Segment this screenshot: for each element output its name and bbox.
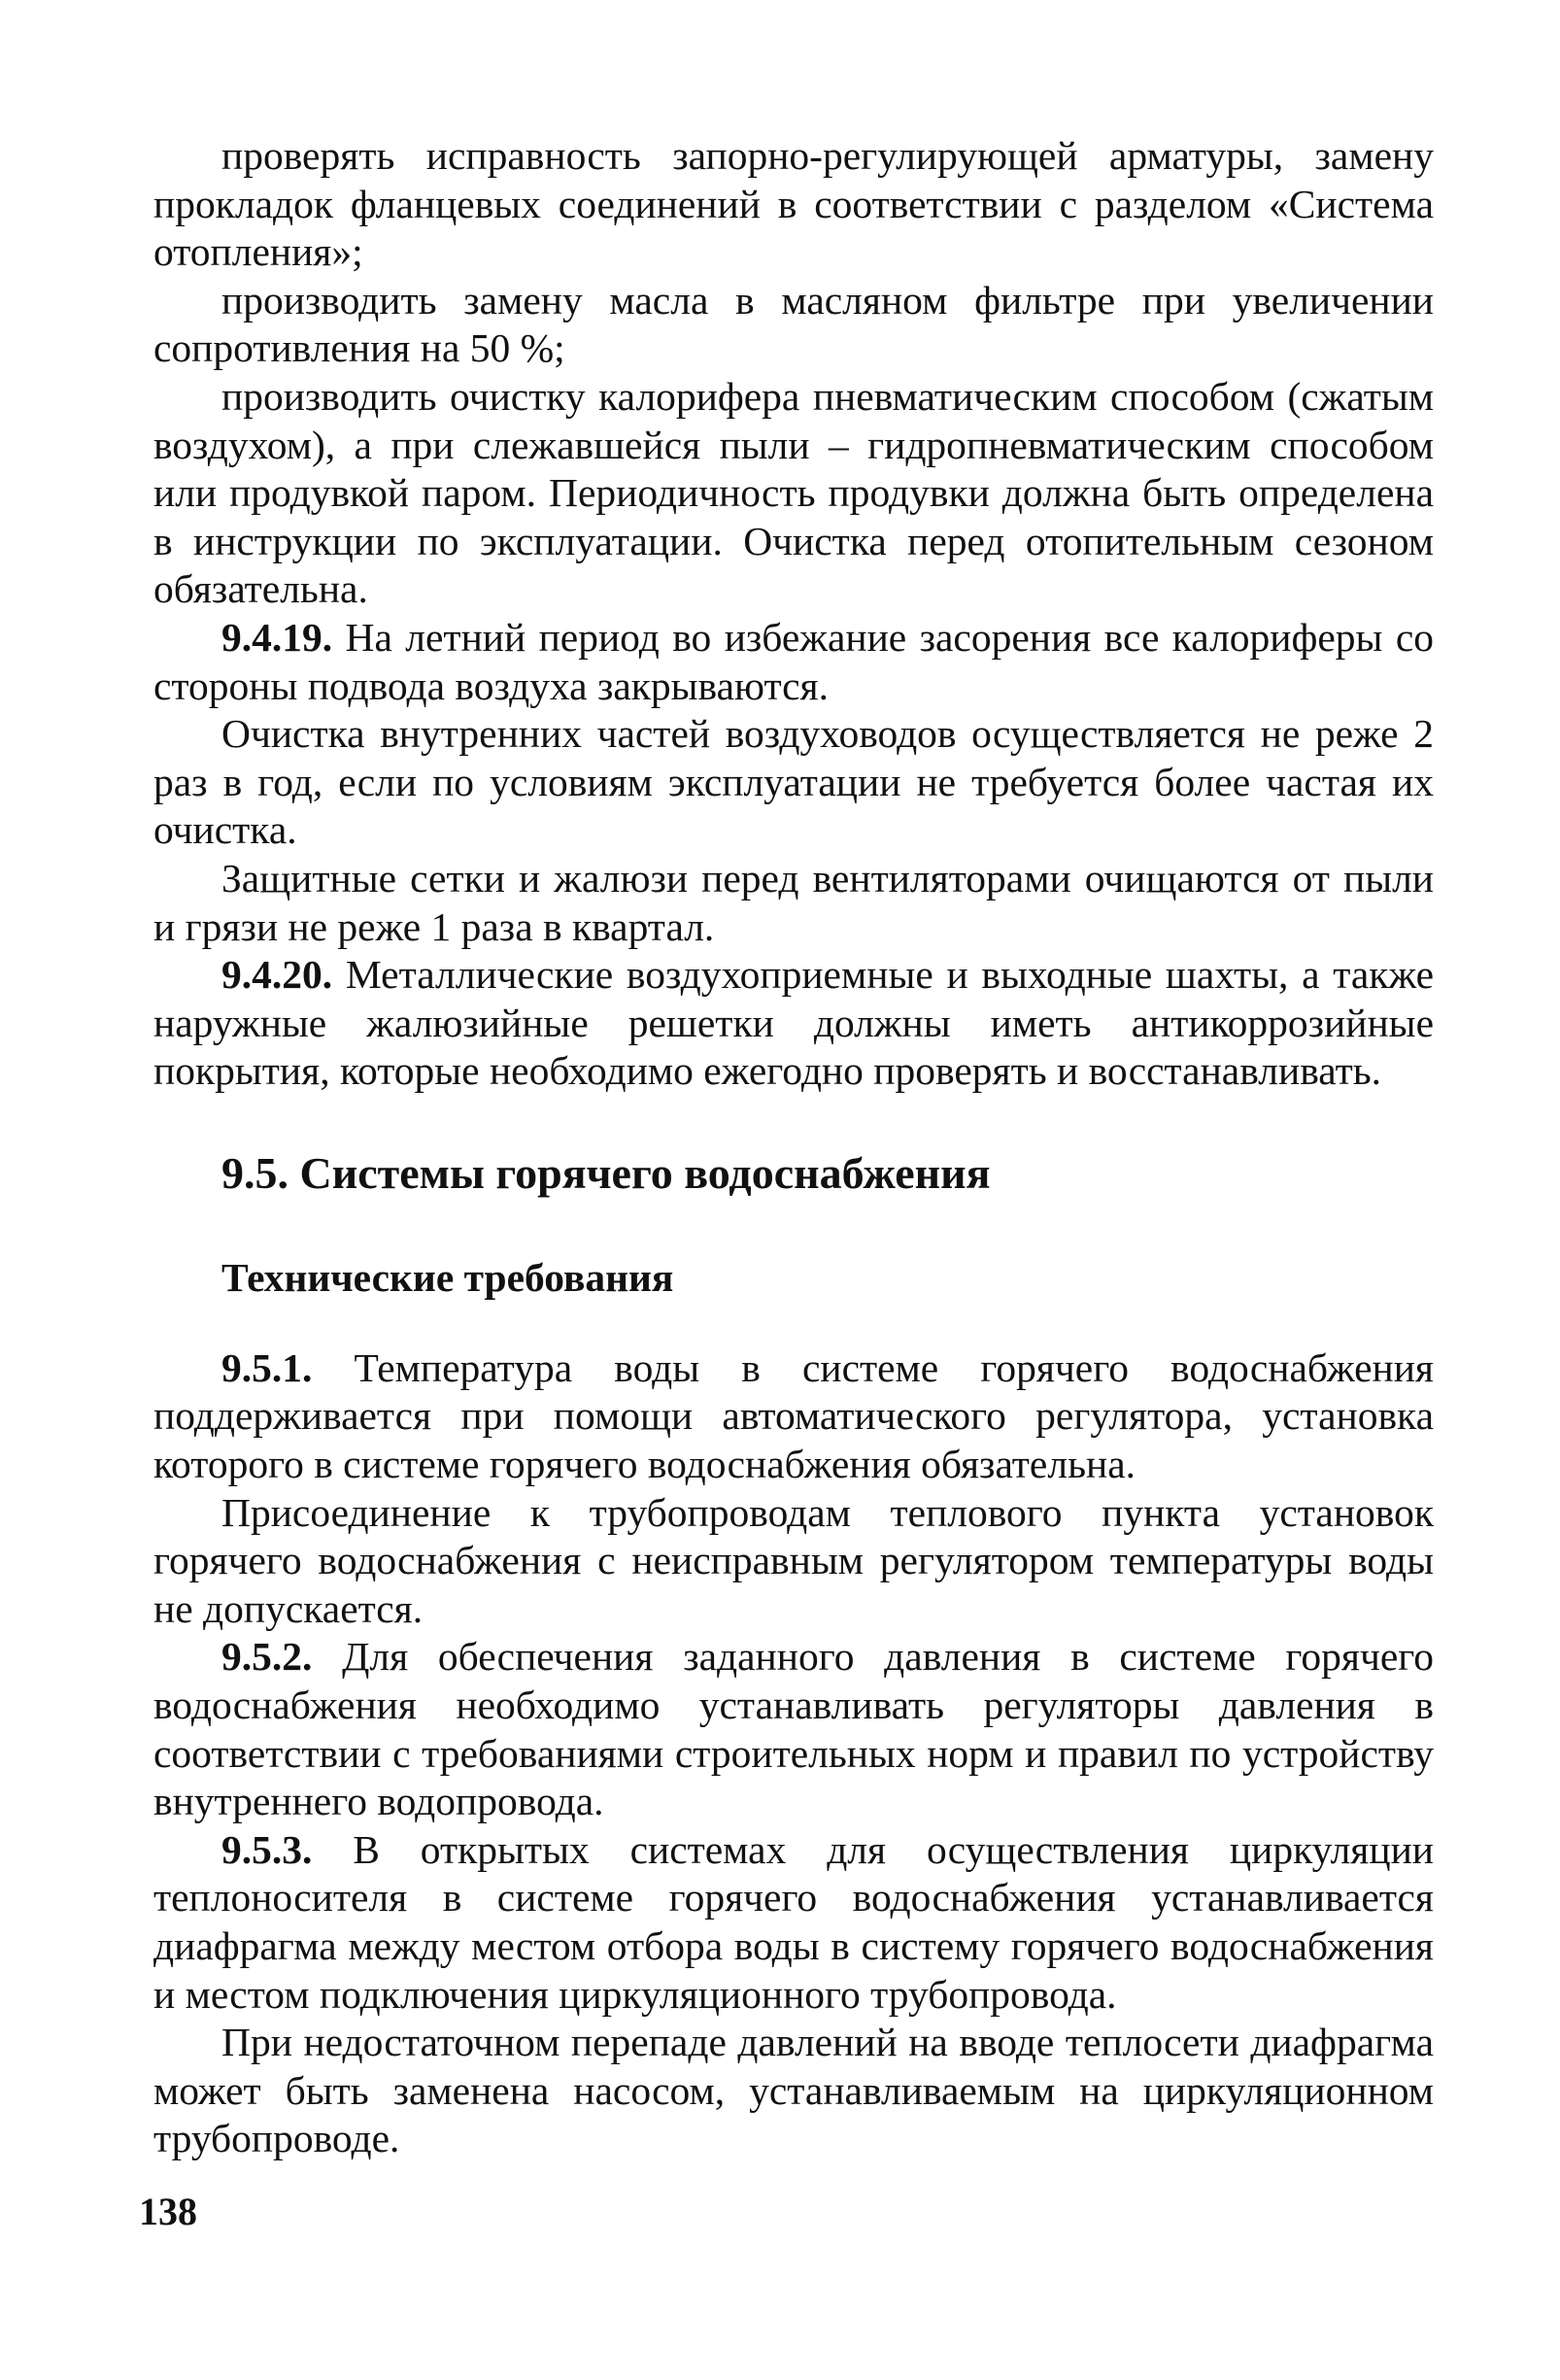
clause-number: 9.4.19. <box>221 614 333 660</box>
clause-number: 9.5.2. <box>221 1634 313 1680</box>
paragraph <box>153 951 1434 1096</box>
paragraph-text: производить очистку калорифера пневматическим способом (сжатым воздухом), а при слежавшейся пыли – гидропневматическим способом или продувкой паром. Периодичность продувки должна быть определена в инструкции по эксплуатации. Очистка перед отопительным сезоном обязательна. <box>153 373 1434 612</box>
paragraph-text: Защитные сетки и жалюзи перед вентиляторами очищаются от пыли и грязи не реже 1 раза в квартал. <box>153 855 1434 949</box>
paragraph <box>153 373 1434 614</box>
document-page <box>153 132 1434 2163</box>
paragraph-text: производить замену масла в масляном фильтре при увеличении сопротивления на 50 %; <box>153 277 1434 371</box>
paragraph-text: проверять исправность запорно-регулирующей арматуры, замену прокладок фланцевых соединений в соответствии с разделом «Система отопления»; <box>153 133 1434 275</box>
section-heading: 9.5. Системы горячего водоснабжения <box>221 1147 991 1198</box>
paragraph-text: Присоединение к трубопроводам теплового пункта установок горячего водоснабжения с неисправным регулятором температуры воды не допускается. <box>153 1489 1434 1631</box>
paragraph <box>153 1826 1434 2019</box>
paragraph <box>153 855 1434 951</box>
paragraphs-top <box>153 132 1434 1096</box>
paragraph-text: В открытых системах для осуществления циркуляции теплоносителя в системе горячего водоснабжения устанавливается диафрагма между местом отбора воды в систему горячего водоснабжения и местом подключения циркуляционного трубопровода. <box>153 1826 1434 2017</box>
paragraph <box>153 2019 1434 2163</box>
paragraph <box>153 277 1434 373</box>
clause-number: 9.4.20. <box>221 952 333 998</box>
clause-number: 9.5.3. <box>221 1826 313 1872</box>
paragraph <box>153 1344 1434 1489</box>
paragraphs-bottom <box>153 1344 1434 2163</box>
paragraph <box>153 132 1434 277</box>
page-number: 138 <box>139 2190 197 2233</box>
paragraph-text: Металлические воздухоприемные и выходные шахты, а также наружные жалюзийные решетки должны иметь антикоррозийные покрытия, которые необходимо ежегодно проверять и восстанавливать. <box>153 952 1434 1094</box>
paragraph <box>153 1633 1434 1825</box>
paragraph-text: Очистка внутренних частей воздуховодов осуществляется не реже 2 раз в год, если по условиям эксплуатации не требуется более частая их очистка. <box>153 711 1434 853</box>
paragraph <box>153 614 1434 710</box>
subsection-heading: Технические требования <box>221 1254 674 1300</box>
paragraph-text: На летний период во избежание засорения все калориферы со стороны подвода воздуха закрываются. <box>153 614 1434 708</box>
paragraph-text: Температура воды в системе горячего водоснабжения поддерживается при помощи автоматического регулятора, установка которого в системе горячего водоснабжения обязательна. <box>153 1344 1434 1487</box>
clause-number: 9.5.1. <box>221 1344 313 1390</box>
paragraph <box>153 710 1434 855</box>
paragraph-text: Для обеспечения заданного давления в системе горячего водоснабжения необходимо устанавливать регуляторы давления в соответствии с требованиями строительных норм и правил по устройству внутреннего водопровода. <box>153 1634 1434 1824</box>
paragraph-text: При недостаточном перепаде давлений на вводе теплосети диафрагма может быть заменена насосом, устанавливаемым на циркуляционном трубопроводе. <box>153 2020 1434 2161</box>
paragraph <box>153 1489 1434 1634</box>
